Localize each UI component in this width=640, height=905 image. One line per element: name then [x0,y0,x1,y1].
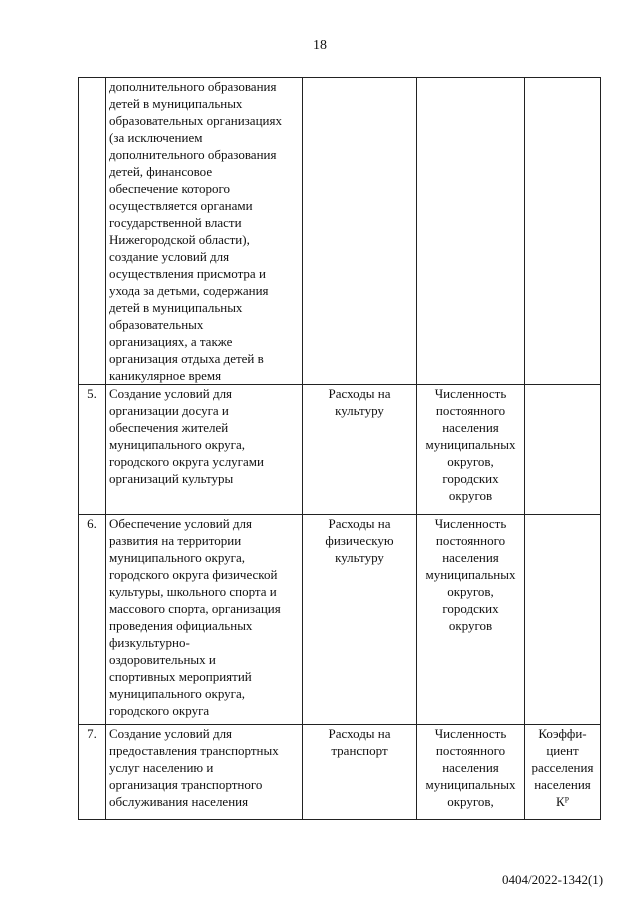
allocation-table [78,77,601,820]
row-expense: Расходы на физическую культуру [303,515,417,725]
row-indicator: Численность постоянного населения муниципальных округов, городских округов [417,515,525,725]
row-description: Обеспечение условий для развития на территории муниципального округа, городского округа физической культуры, школьного спорта и массового спорта, организация проведения официальных физкультурно- оздоровительных и спортивных мероприятий муниципального округа, городского округа [106,515,303,725]
table-row [79,515,601,725]
table-row [79,78,601,385]
page-number: 18 [313,38,327,53]
row-indicator: Численность постоянного населения муниципальных округов, [417,725,525,820]
row-description: Создание условий для предоставления транспортных услуг населению и организация транспортного обслуживания населения [106,725,303,820]
row-expense: Расходы на транспорт [303,725,417,820]
row-coefficient: Коэффи- циент расселения населения Кᴾ [525,725,601,820]
table-row [79,385,601,515]
row-coefficient [525,385,601,515]
row-description: Создание условий для организации досуга и обеспечения жителей муниципального округа, городского округа услугами организаций культуры [106,385,303,515]
table-row [79,725,601,820]
row-coefficient [525,515,601,725]
row-indicator: Численность постоянного населения муниципальных округов, городских округов [417,385,525,515]
row-expense: Расходы на культуру [303,385,417,515]
row-coefficient [525,78,601,385]
document-code: 0404/2022-1342(1) [502,872,604,887]
row-indicator [417,78,525,385]
row-expense [303,78,417,385]
row-number [79,78,106,385]
row-number: 6. [79,515,106,725]
row-number: 7. [79,725,106,820]
row-number: 5. [79,385,106,515]
row-description: дополнительного образования детей в муниципальных образовательных организациях (за исключением дополнительного образования детей, финансовое обеспечение которого осуществляется органами государственной власти Нижегородской области), создание условий для осуществления присмотра и ухода за детьми, содержания детей в муниципальных образовательных организациях, а также организация отдыха детей в каникулярное время [106,78,303,385]
